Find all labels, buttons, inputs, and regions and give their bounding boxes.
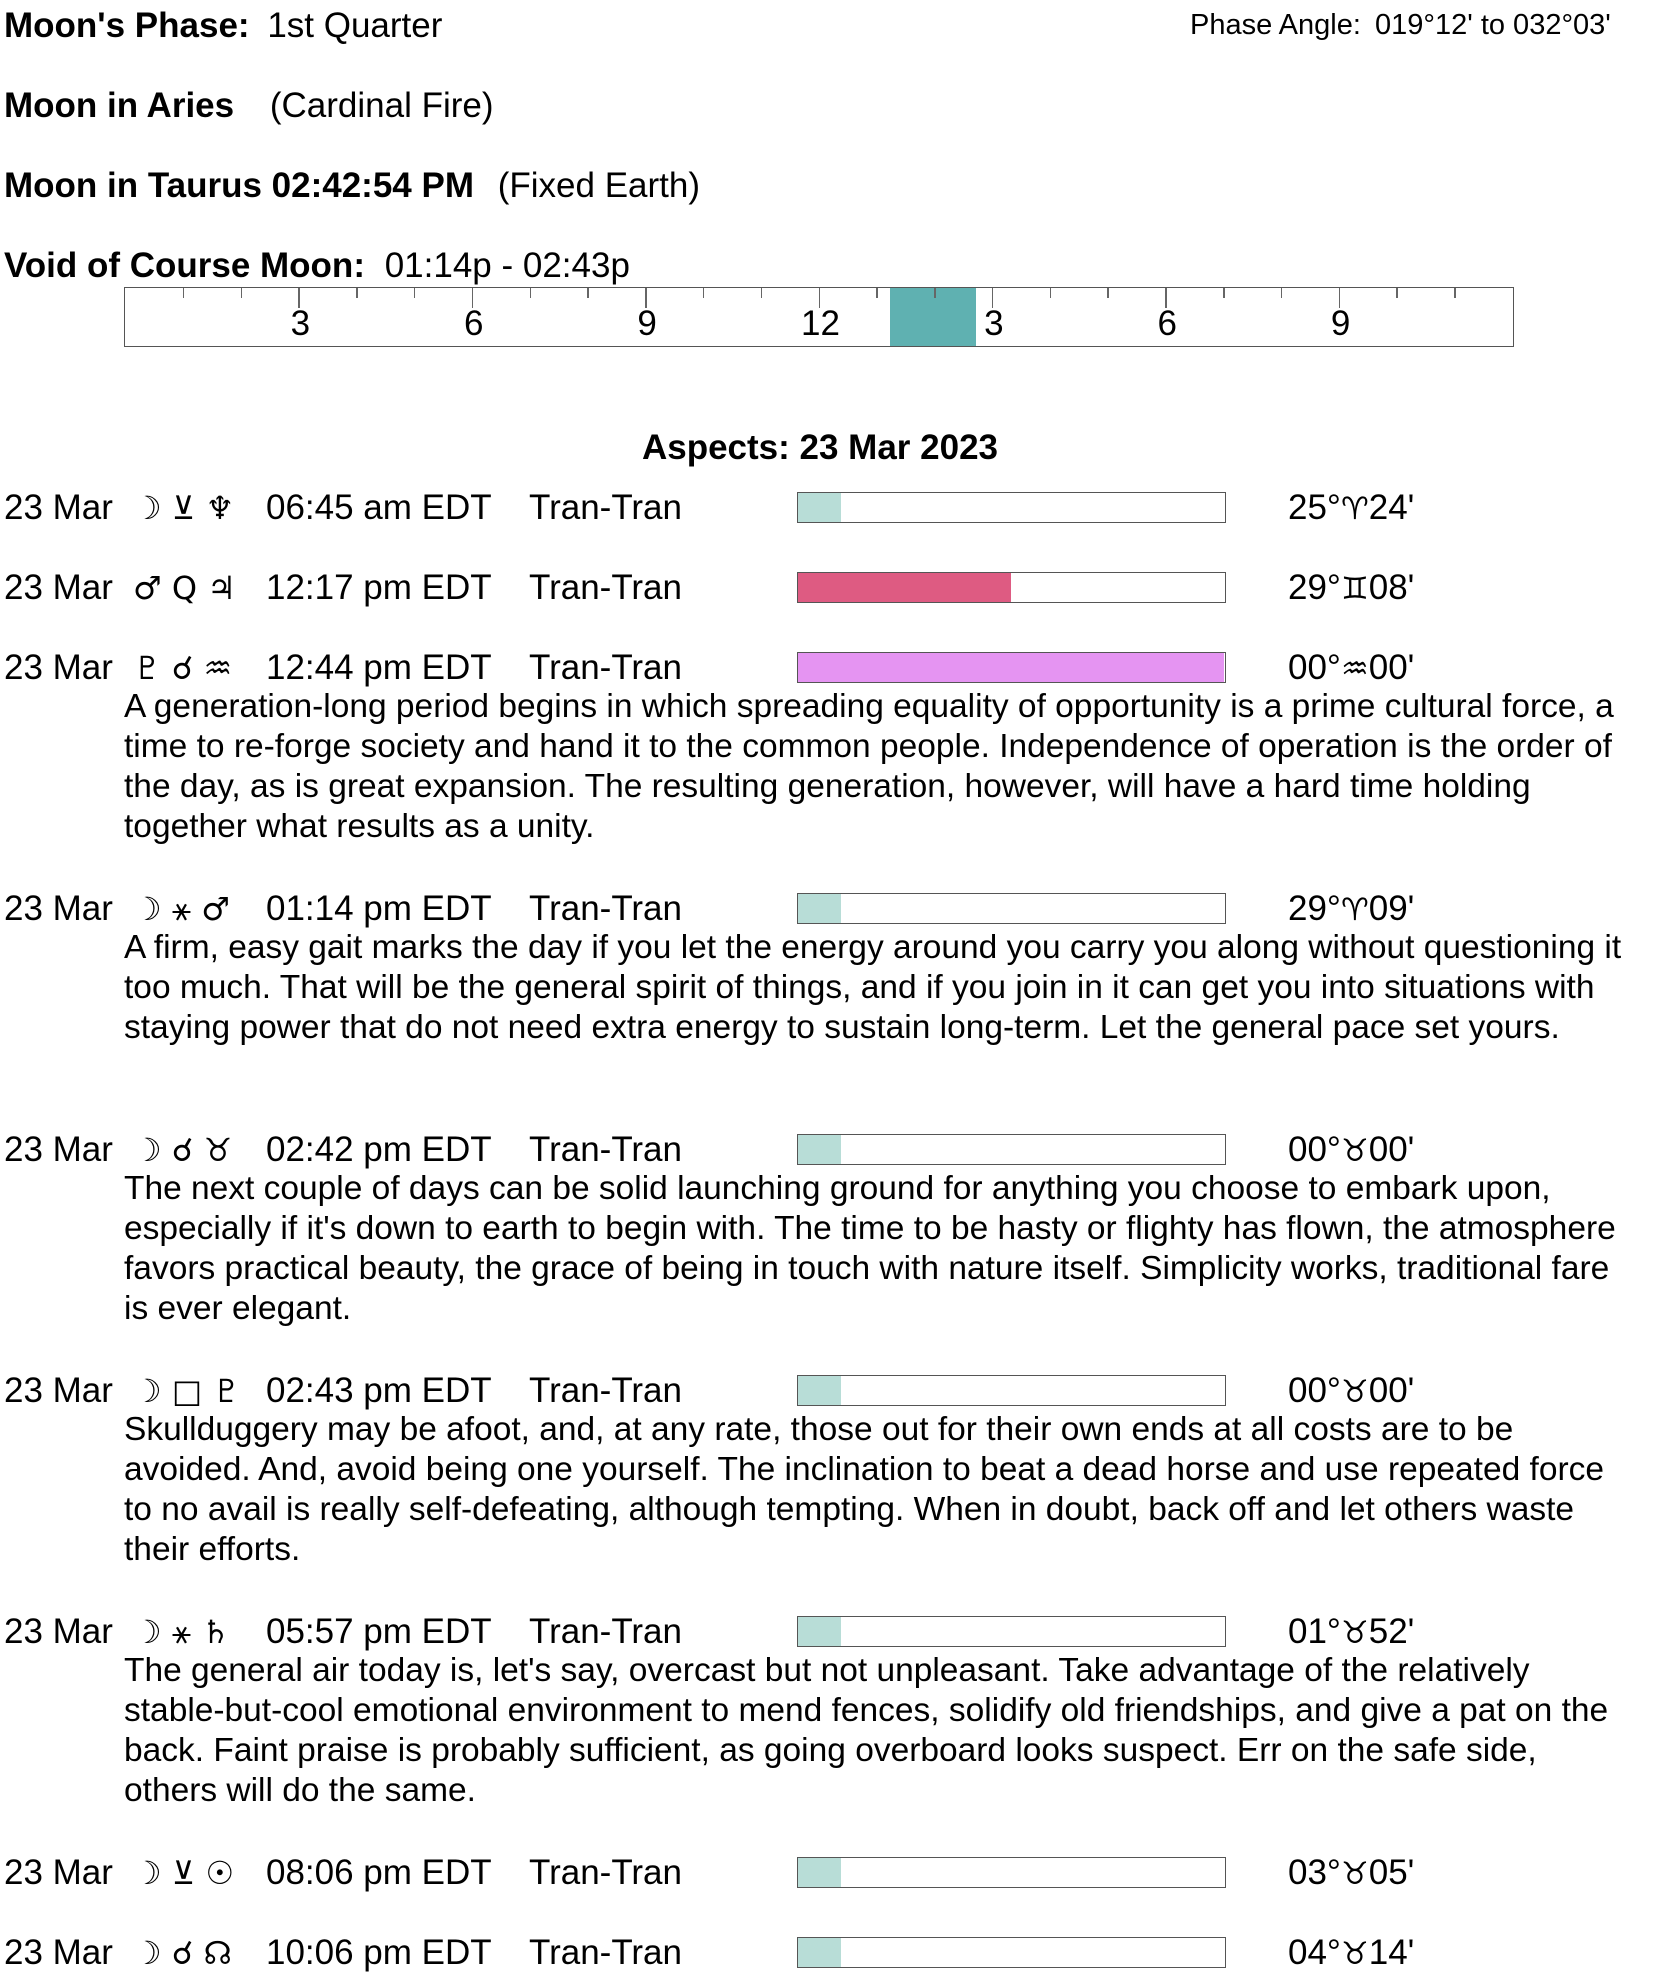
hour-label: 9 [1330,304,1351,343]
hour-tick [183,288,185,298]
zodiac-sign-icon: ♉ [1340,1856,1369,1892]
aspect-glyphs-icon: ☽ ☌ ♉ [133,1131,233,1169]
hour-label: 12 [801,304,840,343]
aspect-position [1288,1933,1414,1974]
aspect-position [1288,1130,1414,1171]
aspect-date: 23 Mar [4,1130,113,1169]
aspect-glyphs-icon: ☽ ⊻ ♆ [133,489,235,527]
strength-fill [798,894,841,923]
aspect-date: 23 Mar [4,1853,113,1892]
hour-tick [703,288,705,298]
aspect-position [1288,889,1414,930]
voc-row [4,246,630,286]
position-degree: 29° [1288,568,1341,607]
aspect-date: 23 Mar [4,568,113,607]
aspect-description: A generation-long period begins in which spreading equality of opportunity is a prime cultural force, a time to re-forge society and hand it to the common people. Independence of operation is the order of the day, as is great expansion. The resulting generation, however, will have a hard time holding together what results as a unity. [124,688,1614,845]
aspect-strength-bar [797,1616,1226,1647]
strength-fill [798,573,1011,602]
zodiac-sign-icon: ♉ [1340,1374,1369,1410]
aspect-position [1288,648,1414,689]
aspect-glyphs-icon: ☽ ⚹ ♄ [133,1613,230,1651]
zodiac-sign-icon: ♊ [1340,571,1369,607]
aspect-type: Tran-Tran [529,568,682,607]
voc-timeline [124,287,1514,347]
aspect-type: Tran-Tran [529,488,682,527]
hour-tick [414,288,416,298]
hour-tick [876,288,878,298]
moon-sign-1-row [4,86,494,126]
position-minute: 14' [1368,1933,1415,1972]
position-degree: 00° [1288,1130,1341,1169]
aspect-date: 23 Mar [4,1612,113,1651]
position-minute: 08' [1368,568,1415,607]
aspect-time: 10:06 pm EDT [266,1933,492,1972]
position-minute: 00' [1368,1371,1415,1410]
aspect-date: 23 Mar [4,488,113,527]
hour-tick [1281,288,1283,298]
aspect-position [1288,1612,1414,1653]
aspect-date: 23 Mar [4,1371,113,1410]
strength-fill [798,1617,841,1646]
aspect-position [1288,1371,1414,1412]
zodiac-sign-icon: ♉ [1340,1615,1369,1651]
aspect-glyphs-icon: ♂ Q ♃ [133,569,236,607]
aspect-strength-bar [797,1857,1226,1888]
position-minute: 00' [1368,648,1415,687]
aspect-strength-bar [797,492,1226,523]
aspect-type: Tran-Tran [529,1933,682,1972]
aspect-date: 23 Mar [4,1933,113,1972]
aspect-strength-bar [797,1937,1226,1968]
hour-label: 3 [290,304,311,343]
position-degree: 00° [1288,648,1341,687]
hour-tick [1107,288,1109,298]
strength-fill [798,653,1224,682]
position-degree: 04° [1288,1933,1341,1972]
hour-tick [1050,288,1052,298]
aspect-glyphs-icon: ☽ ⚹ ♂ [133,890,230,928]
moon-sign-2-element: (Fixed Earth) [497,166,701,205]
aspect-type: Tran-Tran [529,1130,682,1169]
aspect-position [1288,568,1414,609]
moon-phase-row [4,6,442,46]
zodiac-sign-icon: ♈ [1340,491,1369,527]
position-minute: 00' [1368,1130,1415,1169]
aspect-description: Skullduggery may be afoot, and, at any rate, those out for their own ends at all costs are to be avoided. And, avoid being one yourself. The inclination to beat a dead horse and use repeated force to no avail is really self-defeating, although tempting. When in doubt, back off and let others waste their efforts. [124,1411,1605,1568]
hour-label: 6 [1157,304,1177,343]
aspect-time: 02:42 pm EDT [266,1130,492,1169]
zodiac-sign-icon: ♈ [1340,892,1369,928]
moon-sign-2-row [4,166,700,206]
position-degree: 29° [1288,889,1341,928]
aspect-time: 05:57 pm EDT [266,1612,492,1651]
zodiac-sign-icon: ♉ [1340,1133,1369,1169]
position-minute: 09' [1368,889,1415,928]
moon-phase-label: Moon's Phase: [4,6,250,45]
zodiac-sign-icon: ♉ [1340,1936,1369,1972]
aspect-time: 08:06 pm EDT [266,1853,492,1892]
aspect-strength-bar [797,1134,1226,1165]
aspects-title: Aspects: 23 Mar 2023 [641,428,999,467]
moon-sign-2: Moon in Taurus 02:42:54 PM [4,166,474,205]
aspect-glyphs-icon: ☽ ⊻ ☉ [133,1854,235,1892]
aspect-position [1288,1853,1414,1894]
position-degree: 03° [1288,1853,1341,1892]
hour-label: 3 [984,304,1004,343]
aspect-glyphs-icon: ☽ ☌ ☊ [133,1934,232,1972]
strength-fill [798,493,841,522]
aspect-time: 01:14 pm EDT [266,889,492,928]
phase-angle [1190,8,1611,42]
hour-tick [587,288,589,298]
voc-label: Void of Course Moon: [4,246,365,285]
hour-tick [1396,288,1398,298]
voc-period-block [890,288,976,346]
position-minute: 05' [1368,1853,1415,1892]
strength-fill [798,1858,841,1887]
zodiac-sign-icon: ♒ [1340,651,1369,687]
moon-phase-value: 1st Quarter [267,6,443,45]
aspect-strength-bar [797,893,1226,924]
strength-fill [798,1135,841,1164]
aspect-time: 12:17 pm EDT [266,568,492,607]
phase-angle-value: 019°12' to 032°03' [1374,9,1611,41]
voc-value: 01:14p - 02:43p [384,246,630,285]
aspect-description: A firm, easy gait marks the day if you let the energy around you carry you along without questioning it too much. That will be the general spirit of things, and if you join in it can get you into situations with staying power that do not need extra energy to sustain long-term. Let the general pace set yours. [124,929,1622,1046]
hour-label: 6 [464,304,484,343]
aspect-time: 02:43 pm EDT [266,1371,492,1410]
phase-angle-label: Phase Angle: [1190,9,1361,41]
aspect-type: Tran-Tran [529,1371,682,1410]
aspect-strength-bar [797,652,1226,683]
aspect-type: Tran-Tran [529,1853,682,1892]
aspect-time: 12:44 pm EDT [266,648,492,687]
hour-tick [530,288,532,298]
position-minute: 24' [1368,488,1415,527]
position-minute: 52' [1368,1612,1415,1651]
strength-fill [798,1938,841,1967]
aspect-description: The general air today is, let's say, overcast but not unpleasant. Take advantage of the relatively stable-but-cool emotional environment to mend fences, solidify old friendships, and give a pat on the back. Faint praise is probably sufficient, as going overboard looks suspect. Err on the safe side, others will do the same. [124,1652,1609,1809]
hour-tick [1223,288,1225,298]
moon-sign-1: Moon in Aries [4,86,235,125]
strength-fill [798,1376,841,1405]
aspect-position [1288,488,1414,529]
aspect-time: 06:45 am EDT [266,488,492,527]
position-degree: 01° [1288,1612,1341,1651]
moon-sign-1-element: (Cardinal Fire) [269,86,494,125]
hour-tick [934,288,936,298]
aspect-description: The next couple of days can be solid launching ground for anything you choose to embark upon, especially if it's down to earth to begin with. The time to be hasty or flighty has flown, the atmosphere favors practical beauty, the grace of being in touch with nature itself. Simplicity works, traditional fare is ever elegant. [124,1170,1616,1327]
hour-label: 9 [637,304,657,343]
aspect-strength-bar [797,572,1226,603]
aspect-date: 23 Mar [4,889,113,928]
position-degree: 00° [1288,1371,1341,1410]
aspect-type: Tran-Tran [529,1612,682,1651]
hour-tick [356,288,358,298]
hour-tick [1454,288,1456,298]
aspect-strength-bar [797,1375,1226,1406]
aspect-type: Tran-Tran [529,648,682,687]
hour-tick [761,288,763,298]
position-degree: 25° [1288,488,1341,527]
aspect-glyphs-icon: ☽ □ ♇ [133,1372,241,1410]
aspect-type: Tran-Tran [529,889,682,928]
hour-tick [241,288,243,298]
aspect-date: 23 Mar [4,648,113,687]
aspect-glyphs-icon: ♇ ☌ ♒ [133,649,233,687]
